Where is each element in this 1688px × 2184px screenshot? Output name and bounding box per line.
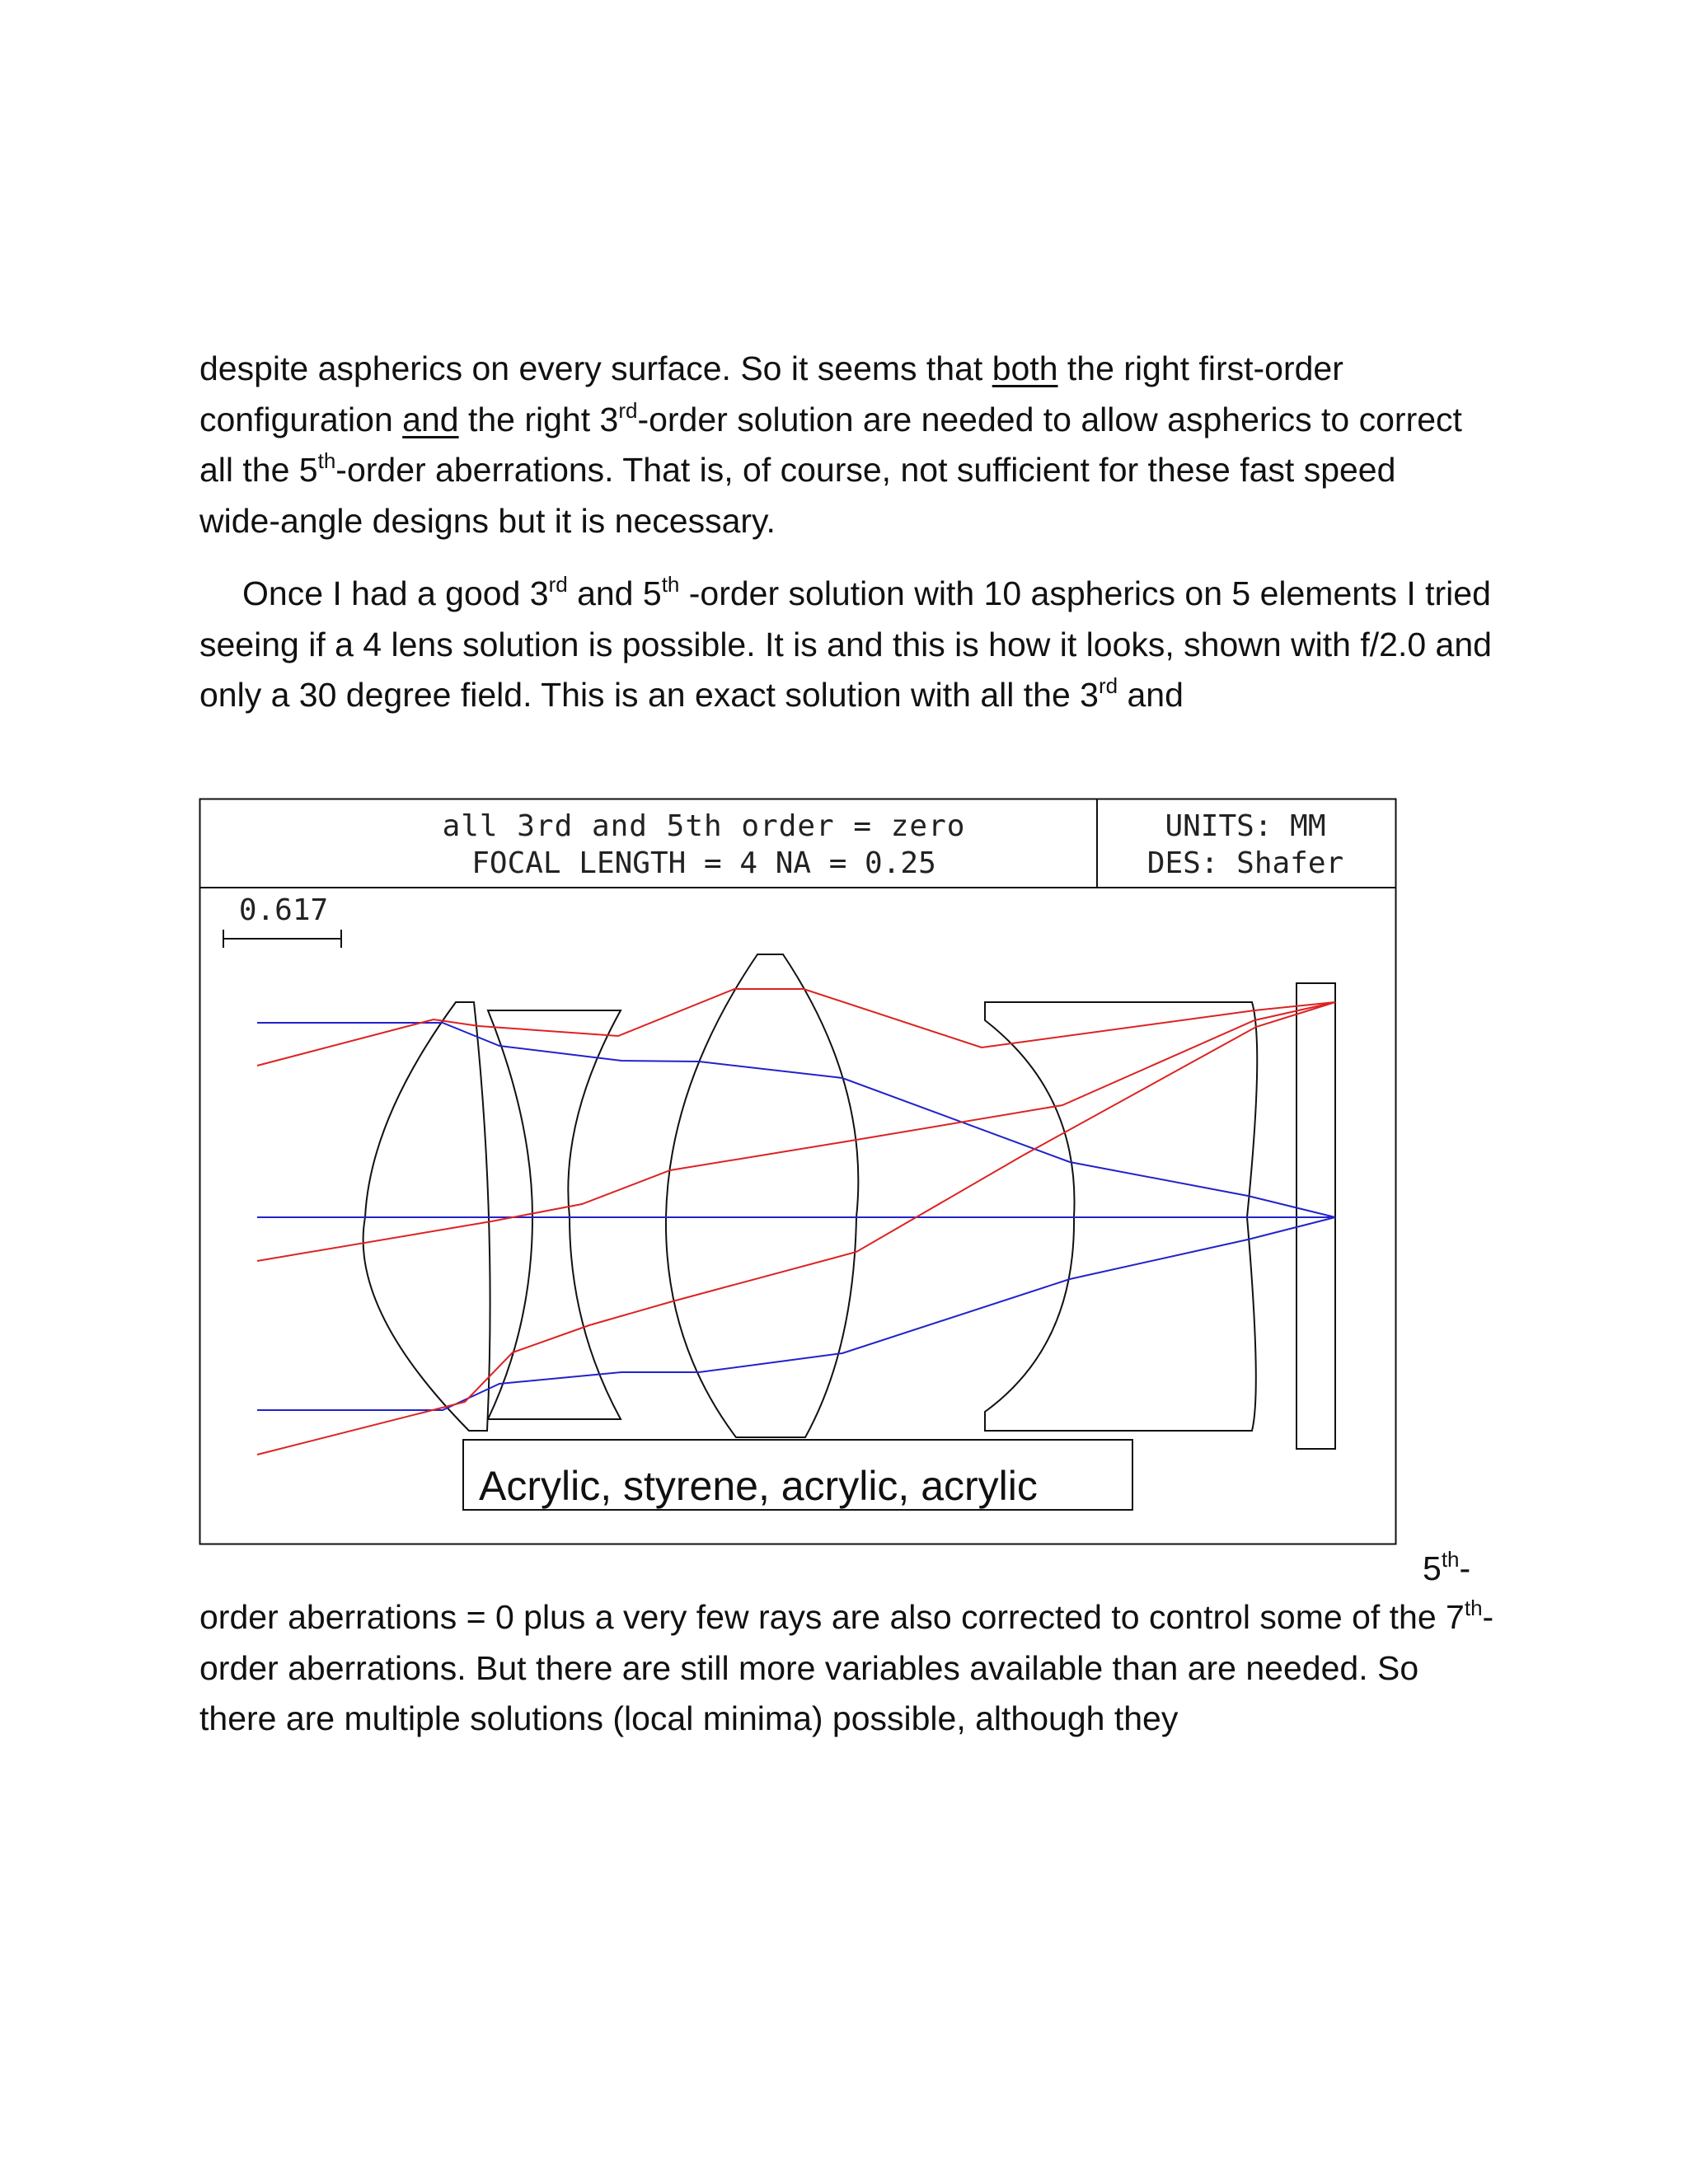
superscript: rd <box>548 572 568 597</box>
text-run: - <box>1459 1549 1471 1587</box>
text-run: order aberrations = 0 plus a very few rays are also corrected to control some of the 7 <box>199 1598 1465 1636</box>
text-run: -order aberrations. But there are still more variables available than are needed. So there are multiple solutions (local minima) possible, although they <box>199 1598 1494 1737</box>
figure-trailing-text <box>1423 1548 1470 1589</box>
text-run: the right 3 <box>458 400 619 438</box>
figure-frame <box>200 799 1396 1544</box>
underlined-word: both <box>992 349 1058 387</box>
header-focal-length: FOCAL LENGTH = 4 NA = 0.25 <box>471 846 936 880</box>
paragraph-3 <box>199 1592 1502 1745</box>
superscript: rd <box>1098 673 1118 698</box>
text-run: the right first-order configuration <box>199 349 1343 438</box>
text-run: despite aspherics on every surface. So it seems that <box>199 349 992 387</box>
text-run: and 5 <box>567 574 662 612</box>
text-run: 5 <box>1423 1549 1442 1587</box>
text-run: Once I had a good 3 <box>242 574 549 612</box>
superscript: rd <box>618 397 638 423</box>
paragraph-2 <box>199 569 1502 721</box>
superscript: th <box>1464 1596 1483 1620</box>
superscript: th <box>661 572 680 597</box>
paragraph-1 <box>199 344 1485 546</box>
superscript: th <box>317 448 336 473</box>
header-units: UNITS: MM <box>1165 809 1326 843</box>
underlined-word: and <box>402 400 459 438</box>
lens-diagram <box>199 798 1397 1545</box>
header-designer: DES: Shafer <box>1146 846 1344 880</box>
text-run: -order solution are needed to allow aspherics to correct all the 5 <box>199 400 1462 489</box>
scale-label: 0.617 <box>238 893 329 927</box>
material-caption: Acrylic, styrene, acrylic, acrylic <box>479 1463 1038 1509</box>
text-run: -order solution with 10 aspherics on 5 elements I tried seeing if a 4 lens solution is possible. It is and this is how it looks, shown with f/2.0 and only a 30 degree field. This is an exact solution with all the 3 <box>199 574 1492 714</box>
header-title: all 3rd and 5th order = zero <box>442 809 966 843</box>
text-run: and <box>1118 676 1184 714</box>
superscript: th <box>1441 1547 1460 1572</box>
text-run: -order aberrations. That is, of course, not sufficient for these fast speed wide-angle designs but it is necessary. <box>199 451 1396 540</box>
